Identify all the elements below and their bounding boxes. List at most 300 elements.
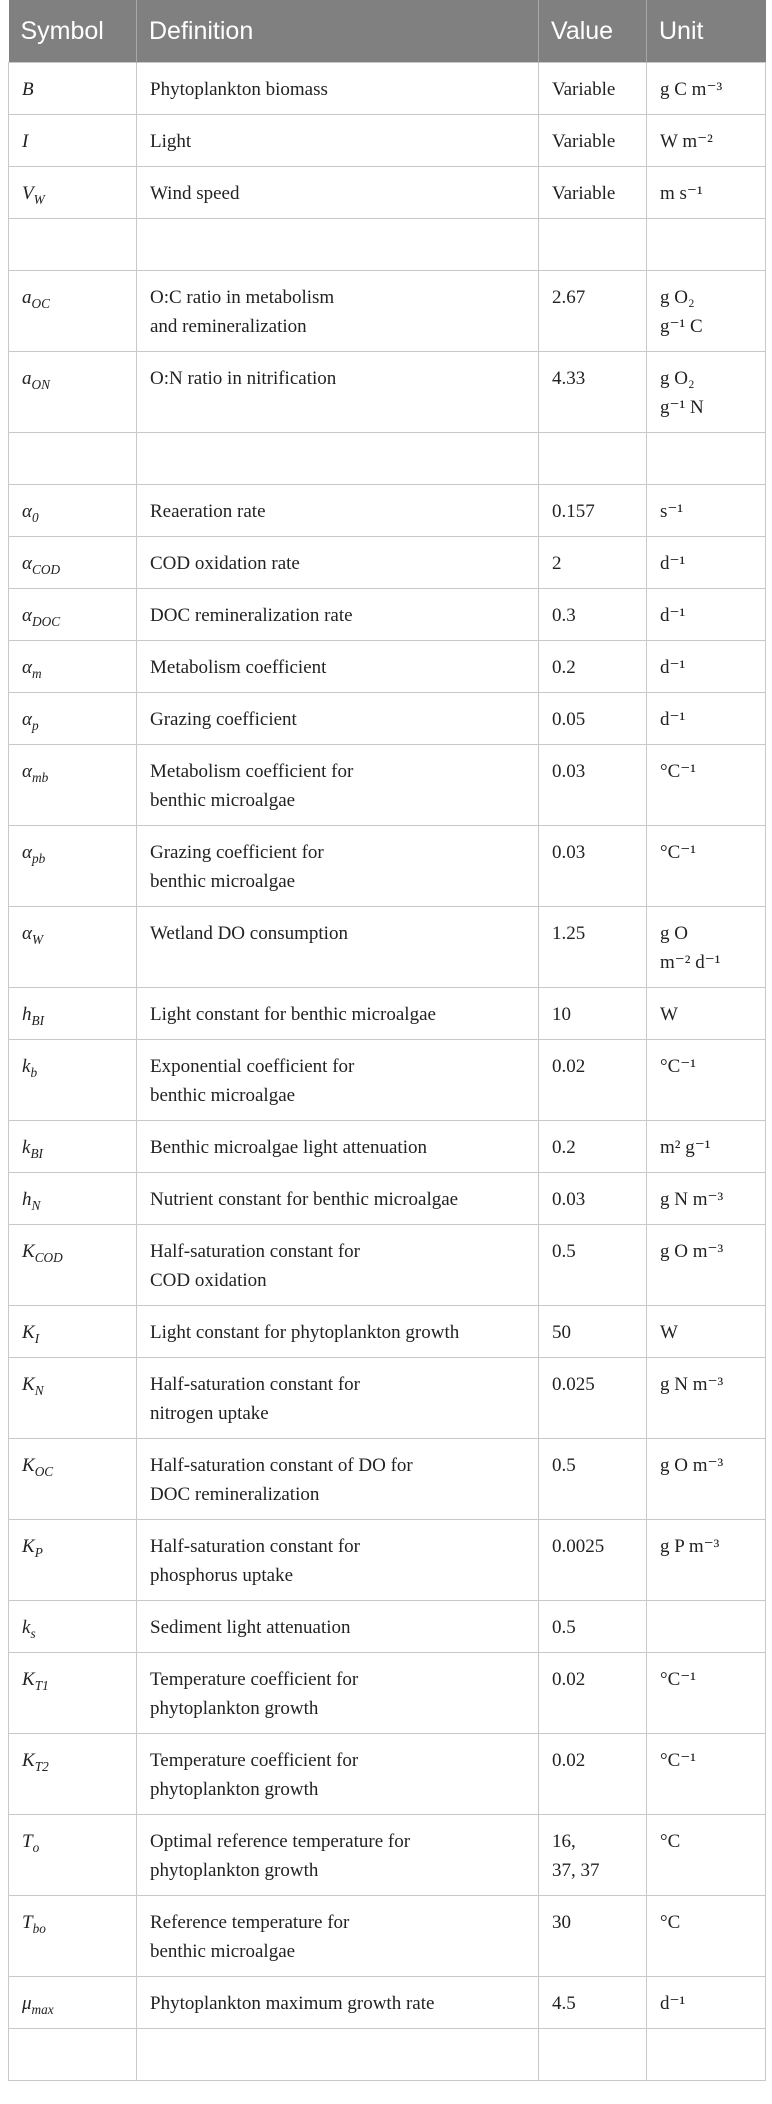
table-row [9, 1815, 766, 1896]
definition-line: Half-saturation constant for [150, 1374, 360, 1395]
table-row [9, 1601, 766, 1653]
symbol-base: K [22, 1536, 35, 1557]
symbol-subscript: s [30, 1625, 36, 1641]
unit-cell [647, 589, 766, 641]
definition-cell [137, 1173, 539, 1225]
value-line: 0.5 [552, 1241, 576, 1262]
definition-line: Metabolism coefficient [150, 657, 327, 678]
value-cell [539, 167, 647, 219]
header-definition: Definition [137, 0, 539, 63]
value-line: 2.67 [552, 287, 586, 308]
symbol-cell [9, 1225, 137, 1306]
symbol-subscript: COD [34, 1249, 63, 1265]
unit-cell [647, 1601, 766, 1653]
symbol-cell [9, 589, 137, 641]
unit-line: W [660, 1322, 678, 1343]
unit-line: g C m⁻³ [660, 79, 723, 100]
definition-line: Reaeration rate [150, 501, 266, 522]
unit-cell [647, 433, 766, 485]
symbol-subscript: m [31, 665, 42, 681]
table-row [9, 1121, 766, 1173]
definition-line: Metabolism coefficient for [150, 761, 354, 782]
unit-line: °C⁻¹ [660, 761, 696, 782]
table-row [9, 433, 766, 485]
definition-cell [137, 219, 539, 271]
value-line: 0.02 [552, 1669, 586, 1690]
value-cell [539, 1121, 647, 1173]
value-cell [539, 1040, 647, 1121]
definition-cell [137, 988, 539, 1040]
symbol-cell [9, 1734, 137, 1815]
definition-line: Nutrient constant for benthic microalgae [150, 1189, 459, 1210]
symbol-cell [9, 2029, 137, 2081]
value-line: 4.33 [552, 368, 586, 389]
value-cell [539, 1225, 647, 1306]
symbol-base: K [22, 1374, 35, 1395]
unit-cell [647, 1173, 766, 1225]
symbol-cell [9, 115, 137, 167]
definition-cell [137, 63, 539, 115]
table-row [9, 1977, 766, 2029]
symbol-cell [9, 1977, 137, 2029]
unit-line: g⁻¹ N [660, 397, 704, 418]
symbol-base: α [22, 842, 32, 863]
table-row [9, 1653, 766, 1734]
symbol-subscript: b [30, 1064, 38, 1080]
symbol-cell [9, 271, 137, 352]
definition-line: Light [150, 131, 192, 152]
symbol-cell [9, 537, 137, 589]
unit-cell [647, 907, 766, 988]
symbol-subscript: BI [31, 1012, 45, 1028]
value-cell [539, 1977, 647, 2029]
symbol-cell [9, 63, 137, 115]
table-row [9, 63, 766, 115]
value-line: Variable [552, 79, 616, 100]
unit-cell [647, 1896, 766, 1977]
table-row [9, 988, 766, 1040]
table-row [9, 745, 766, 826]
symbol-cell [9, 485, 137, 537]
value-line: 0.03 [552, 761, 586, 782]
table-row [9, 167, 766, 219]
unit-cell [647, 219, 766, 271]
value-line: 0.5 [552, 1617, 576, 1638]
symbol-cell [9, 988, 137, 1040]
table-row [9, 1896, 766, 1977]
unit-line: m⁻² d⁻¹ [660, 952, 721, 973]
definition-cell [137, 1121, 539, 1173]
definition-line: O:N ratio in nitrification [150, 368, 337, 389]
definition-cell [137, 537, 539, 589]
value-cell [539, 1601, 647, 1653]
table-row [9, 1358, 766, 1439]
symbol-cell [9, 826, 137, 907]
definition-cell [137, 1520, 539, 1601]
symbol-subscript: T2 [34, 1758, 49, 1774]
definition-cell [137, 271, 539, 352]
unit-line: g O m⁻³ [660, 1241, 724, 1262]
symbol-cell [9, 352, 137, 433]
unit-cell [647, 1977, 766, 2029]
definition-line: Wetland DO consumption [150, 923, 348, 944]
definition-line: phosphorus uptake [150, 1565, 294, 1586]
value-line: 0.3 [552, 605, 576, 626]
table-row [9, 641, 766, 693]
table-row [9, 2029, 766, 2081]
unit-line: d⁻¹ [660, 553, 686, 574]
value-cell [539, 352, 647, 433]
symbol-base: k [22, 1137, 31, 1158]
symbol-base: K [22, 1322, 35, 1343]
definition-cell [137, 1896, 539, 1977]
value-line: 0.02 [552, 1056, 586, 1077]
symbol-subscript: I [34, 1330, 40, 1346]
unit-cell [647, 63, 766, 115]
unit-cell [647, 352, 766, 433]
symbol-base: T [22, 1912, 33, 1933]
definition-cell [137, 352, 539, 433]
symbol-subscript: COD [31, 561, 61, 577]
unit-cell [647, 1734, 766, 1815]
unit-line: g N m⁻³ [660, 1374, 724, 1395]
symbol-base: k [22, 1056, 31, 1077]
unit-line: W [660, 1004, 678, 1025]
symbol-base: α [22, 501, 32, 522]
symbol-base: T [22, 1831, 33, 1852]
value-line: 10 [552, 1004, 571, 1025]
symbol-subscript: N [31, 1197, 41, 1213]
definition-cell [137, 167, 539, 219]
symbol-base: μ [22, 1993, 32, 2014]
value-cell [539, 1173, 647, 1225]
unit-cell [647, 826, 766, 907]
symbol-cell [9, 167, 137, 219]
symbol-base: α [22, 761, 32, 782]
symbol-cell [9, 1653, 137, 1734]
table-row [9, 537, 766, 589]
table-row [9, 271, 766, 352]
value-line: 0.025 [552, 1374, 595, 1395]
definition-line: Phytoplankton maximum growth rate [150, 1993, 435, 2014]
definition-line: phytoplankton growth [150, 1860, 319, 1881]
value-cell [539, 1306, 647, 1358]
unit-line: m² g⁻¹ [660, 1137, 711, 1158]
unit-line: °C⁻¹ [660, 1669, 696, 1690]
parameter-table [8, 0, 766, 2081]
value-cell [539, 641, 647, 693]
symbol-cell [9, 1601, 137, 1653]
symbol-base: α [22, 709, 32, 730]
unit-cell [647, 115, 766, 167]
definition-cell [137, 589, 539, 641]
definition-line: O:C ratio in metabolism [150, 287, 335, 308]
symbol-base: a [22, 368, 32, 389]
value-line: 0.02 [552, 1750, 586, 1771]
definition-line: benthic microalgae [150, 1941, 296, 1962]
unit-cell [647, 1225, 766, 1306]
value-cell [539, 433, 647, 485]
symbol-subscript: p [31, 717, 39, 733]
definition-line: Temperature coefficient for [150, 1669, 359, 1690]
value-cell [539, 63, 647, 115]
definition-line: and remineralization [150, 316, 307, 337]
definition-cell [137, 826, 539, 907]
definition-line: Sediment light attenuation [150, 1617, 351, 1638]
value-line: 0.03 [552, 842, 586, 863]
symbol-base: B [22, 79, 34, 100]
definition-line: Temperature coefficient for [150, 1750, 359, 1771]
value-line: 37, 37 [552, 1860, 600, 1881]
value-cell [539, 1439, 647, 1520]
unit-line: °C [660, 1831, 681, 1852]
symbol-base: k [22, 1617, 31, 1638]
symbol-subscript: W [33, 191, 45, 207]
unit-line: W m⁻² [660, 131, 713, 152]
symbol-subscript: BI [30, 1145, 43, 1161]
unit-line: °C [660, 1912, 681, 1933]
value-cell [539, 589, 647, 641]
definition-line: Phytoplankton biomass [150, 79, 328, 100]
value-cell [539, 219, 647, 271]
value-line: 2 [552, 553, 562, 574]
value-line: 0.03 [552, 1189, 586, 1210]
value-line: 1.25 [552, 923, 586, 944]
value-line: 16, [552, 1831, 576, 1852]
definition-cell [137, 1358, 539, 1439]
definition-line: Optimal reference temperature for [150, 1831, 411, 1852]
definition-line: Grazing coefficient [150, 709, 297, 730]
value-line: 30 [552, 1912, 571, 1933]
table-row [9, 1520, 766, 1601]
unit-line: d⁻¹ [660, 657, 686, 678]
definition-line: Grazing coefficient for [150, 842, 324, 863]
value-cell [539, 485, 647, 537]
definition-line: Light constant for benthic microalgae [150, 1004, 436, 1025]
table-row [9, 1734, 766, 1815]
unit-cell [647, 1653, 766, 1734]
definition-line: benthic microalgae [150, 790, 296, 811]
value-line: 0.5 [552, 1455, 576, 1476]
definition-cell [137, 1040, 539, 1121]
symbol-cell [9, 1439, 137, 1520]
table-row [9, 1173, 766, 1225]
unit-cell [647, 1520, 766, 1601]
value-line: Variable [552, 131, 616, 152]
symbol-subscript: o [32, 1839, 40, 1855]
header-unit: Unit [647, 0, 766, 63]
value-cell [539, 1815, 647, 1896]
value-cell [539, 745, 647, 826]
symbol-cell [9, 745, 137, 826]
value-line: 0.05 [552, 709, 586, 730]
definition-cell [137, 1306, 539, 1358]
unit-cell [647, 1121, 766, 1173]
definition-cell [137, 1439, 539, 1520]
unit-cell [647, 1306, 766, 1358]
symbol-cell [9, 693, 137, 745]
unit-cell [647, 167, 766, 219]
table-row [9, 485, 766, 537]
definition-cell [137, 1653, 539, 1734]
definition-line: nitrogen uptake [150, 1403, 269, 1424]
value-cell [539, 1653, 647, 1734]
value-line: 0.2 [552, 1137, 576, 1158]
unit-line: °C⁻¹ [660, 842, 696, 863]
definition-line: COD oxidation rate [150, 553, 300, 574]
symbol-base: K [22, 1241, 35, 1262]
table-body [9, 63, 766, 2081]
definition-cell [137, 2029, 539, 2081]
definition-cell [137, 1225, 539, 1306]
value-line: 0.2 [552, 657, 576, 678]
unit-cell [647, 745, 766, 826]
value-line: 4.5 [552, 1993, 576, 2014]
definition-cell [137, 433, 539, 485]
unit-line: m s⁻¹ [660, 183, 703, 204]
table-row [9, 1439, 766, 1520]
unit-cell [647, 2029, 766, 2081]
unit-cell [647, 1439, 766, 1520]
table-row [9, 1040, 766, 1121]
definition-line: Light constant for phytoplankton growth [150, 1322, 460, 1343]
symbol-base: α [22, 553, 32, 574]
unit-line: d⁻¹ [660, 1993, 686, 2014]
symbol-cell [9, 1306, 137, 1358]
value-cell [539, 537, 647, 589]
value-line: Variable [552, 183, 616, 204]
unit-line: d⁻¹ [660, 709, 686, 730]
symbol-base: α [22, 605, 32, 626]
unit-line: g O₂ [660, 368, 695, 389]
definition-cell [137, 1734, 539, 1815]
unit-cell [647, 693, 766, 745]
symbol-subscript: W [31, 931, 44, 947]
symbol-cell [9, 1815, 137, 1896]
value-cell [539, 988, 647, 1040]
definition-cell [137, 1601, 539, 1653]
symbol-cell [9, 1173, 137, 1225]
header-value: Value [539, 0, 647, 63]
symbol-cell [9, 1520, 137, 1601]
definition-line: phytoplankton growth [150, 1779, 319, 1800]
value-line: 0.157 [552, 501, 595, 522]
unit-line: °C⁻¹ [660, 1056, 696, 1077]
parameter-table-container [8, 0, 765, 2081]
value-line: 0.0025 [552, 1536, 605, 1557]
symbol-base: h [22, 1004, 32, 1025]
unit-line: g⁻¹ C [660, 316, 703, 337]
symbol-cell [9, 1896, 137, 1977]
table-row [9, 693, 766, 745]
unit-line: s⁻¹ [660, 501, 684, 522]
definition-cell [137, 1977, 539, 2029]
symbol-base: I [22, 131, 29, 152]
unit-line: g O [660, 923, 688, 944]
symbol-subscript: OC [31, 295, 50, 311]
unit-cell [647, 537, 766, 589]
symbol-base: α [22, 923, 32, 944]
definition-line: phytoplankton growth [150, 1698, 319, 1719]
unit-cell [647, 641, 766, 693]
symbol-subscript: pb [31, 850, 46, 866]
symbol-base: h [22, 1189, 32, 1210]
definition-cell [137, 745, 539, 826]
definition-cell [137, 485, 539, 537]
symbol-subscript: bo [32, 1920, 46, 1936]
definition-line: Wind speed [150, 183, 240, 204]
definition-line: DOC remineralization rate [150, 605, 353, 626]
unit-cell [647, 1040, 766, 1121]
definition-line: benthic microalgae [150, 871, 296, 892]
symbol-subscript: P [34, 1544, 43, 1560]
definition-line: COD oxidation [150, 1270, 267, 1291]
symbol-cell [9, 641, 137, 693]
definition-cell [137, 1815, 539, 1896]
value-line: 50 [552, 1322, 571, 1343]
unit-cell [647, 485, 766, 537]
unit-line: °C⁻¹ [660, 1750, 696, 1771]
value-cell [539, 115, 647, 167]
definition-line: Benthic microalgae light attenuation [150, 1137, 427, 1158]
symbol-subscript: OC [34, 1463, 54, 1479]
definition-line: DOC remineralization [150, 1484, 320, 1505]
value-cell [539, 1520, 647, 1601]
symbol-cell [9, 907, 137, 988]
unit-cell [647, 1815, 766, 1896]
symbol-base: α [22, 657, 32, 678]
symbol-subscript: ON [31, 376, 50, 392]
table-row [9, 1225, 766, 1306]
definition-cell [137, 907, 539, 988]
unit-line: g O m⁻³ [660, 1455, 724, 1476]
symbol-base: K [22, 1669, 35, 1690]
header-symbol: Symbol [9, 0, 137, 63]
symbol-cell [9, 1121, 137, 1173]
definition-line: Reference temperature for [150, 1912, 350, 1933]
definition-cell [137, 115, 539, 167]
table-row [9, 219, 766, 271]
table-row [9, 1306, 766, 1358]
table-row [9, 352, 766, 433]
symbol-cell [9, 1040, 137, 1121]
symbol-base: K [22, 1750, 35, 1771]
definition-cell [137, 641, 539, 693]
unit-cell [647, 988, 766, 1040]
definition-line: Exponential coefficient for [150, 1056, 355, 1077]
table-row [9, 115, 766, 167]
symbol-base: a [22, 287, 32, 308]
value-cell [539, 1896, 647, 1977]
unit-cell [647, 271, 766, 352]
value-cell [539, 1358, 647, 1439]
unit-cell [647, 1358, 766, 1439]
definition-cell [137, 693, 539, 745]
value-cell [539, 907, 647, 988]
symbol-subscript: 0 [31, 509, 39, 525]
unit-line: g N m⁻³ [660, 1189, 724, 1210]
symbol-subscript: T1 [34, 1677, 49, 1693]
definition-line: Half-saturation constant for [150, 1241, 360, 1262]
symbol-cell [9, 219, 137, 271]
table-header [9, 0, 766, 63]
definition-line: benthic microalgae [150, 1085, 296, 1106]
unit-line: g O₂ [660, 287, 695, 308]
symbol-subscript: mb [31, 769, 49, 785]
symbol-cell [9, 433, 137, 485]
header-row [9, 0, 766, 63]
symbol-subscript: DOC [31, 613, 61, 629]
